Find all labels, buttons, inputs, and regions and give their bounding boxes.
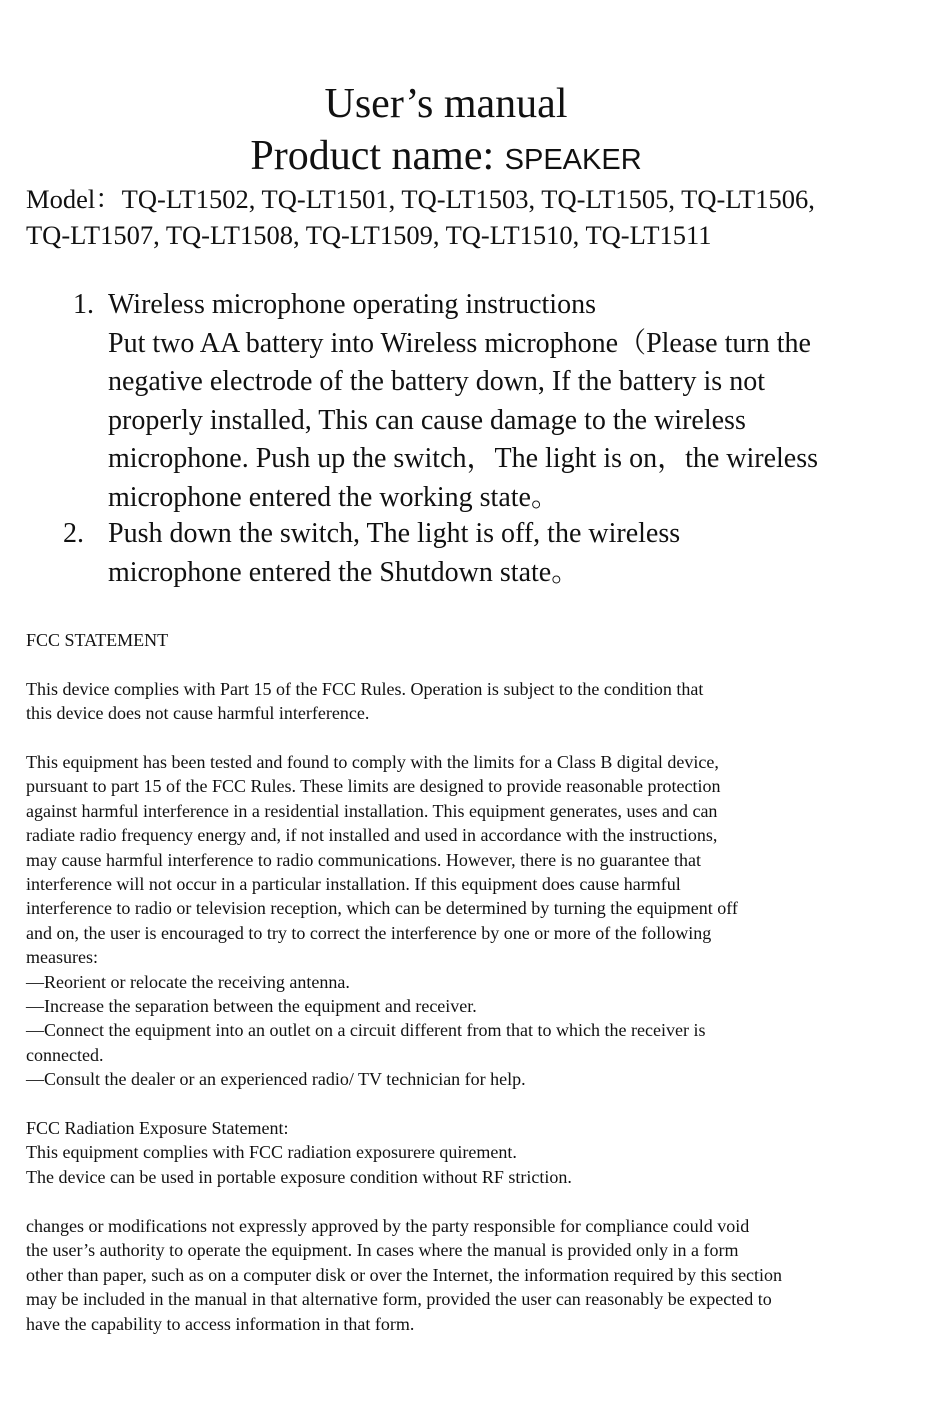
paragraph-line: other than paper, such as on a computer disk or over the Internet, the information required by this section bbox=[26, 1264, 783, 1285]
paragraph-line: the user’s authority to operate the equipment. In cases where the manual is provided only in a form bbox=[26, 1240, 739, 1261]
product-name-line bbox=[0, 132, 892, 184]
instruction-line: Put two AA battery into Wireless microphone（Please turn the bbox=[108, 327, 811, 359]
paragraph-line: may be included in the manual in that alternative form, provided the user can reasonably be expected to bbox=[26, 1289, 772, 1310]
paragraph-line: and on, the user is encouraged to try to correct the interference by one or more of the following bbox=[26, 922, 712, 943]
paragraph-line: This equipment has been tested and found to comply with the limits for a Class B digital device, bbox=[26, 752, 719, 772]
paragraph-line: —Consult the dealer or an experienced radio/ TV technician for help. bbox=[26, 1069, 526, 1090]
paragraph-line: have the capability to access information in that form. bbox=[26, 1313, 415, 1334]
fcc-radiation-paragraph bbox=[26, 1116, 572, 1189]
product-name-label: Product name: bbox=[250, 133, 505, 179]
instruction-line: microphone entered the Shutdown state。 bbox=[108, 556, 580, 588]
paragraph-line: interference will not occur in a particular installation. If this equipment does cause harmful bbox=[26, 873, 681, 894]
paragraph-line: against harmful interference in a residential installation. This equipment generates, uses and can bbox=[26, 800, 718, 821]
fcc-changes-paragraph bbox=[26, 1214, 782, 1336]
fcc-heading-text: FCC STATEMENT bbox=[26, 630, 169, 650]
paragraph-line: This equipment complies with FCC radiation exposurere quirement. bbox=[26, 1142, 517, 1163]
instruction-line: Wireless microphone operating instructions bbox=[108, 289, 596, 320]
instruction-line: Push down the switch, The light is off, the wireless bbox=[108, 518, 681, 549]
paragraph-line: changes or modifications not expressly approved by the party responsible for compliance could void bbox=[26, 1216, 750, 1236]
paragraph-line: radiate radio frequency energy and, if not installed and used in accordance with the instructions, bbox=[26, 825, 718, 846]
paragraph-line: —Reorient or relocate the receiving antenna. bbox=[26, 971, 350, 992]
instruction-line: properly installed, This can cause damage to the wireless bbox=[108, 404, 746, 436]
product-name-value: SPEAKER bbox=[504, 144, 642, 176]
paragraph-line: connected. bbox=[26, 1044, 104, 1065]
paragraph-line: —Increase the separation between the equipment and receiver. bbox=[26, 995, 477, 1016]
model-list-line-1: Model：TQ-LT1502, TQ-LT1501, TQ-LT1503, TQ-LT1505, TQ-LT1506, bbox=[26, 184, 815, 214]
paragraph-line: may cause harmful interference to radio communications. However, there is no guarantee that bbox=[26, 849, 702, 870]
instruction-number: 2. bbox=[63, 518, 84, 549]
paragraph-line: interference to radio or television reception, which can be determined by turning the equipment off bbox=[26, 898, 738, 919]
paragraph-line: measures: bbox=[26, 947, 98, 968]
instruction-line: microphone entered the working state。 bbox=[108, 481, 559, 513]
paragraph-line: FCC Radiation Exposure Statement: bbox=[26, 1118, 289, 1138]
fcc-class-b-paragraph bbox=[26, 750, 738, 1091]
instruction-number: 1. bbox=[73, 289, 94, 320]
instruction-text bbox=[108, 286, 818, 518]
fcc-heading bbox=[26, 628, 168, 652]
instruction-line: microphone. Push up the switch，The light is on，the wireless bbox=[108, 443, 819, 475]
paragraph-line: this device does not cause harmful interference. bbox=[26, 703, 370, 724]
paragraph-line: The device can be used in portable exposure condition without RF striction. bbox=[26, 1166, 572, 1187]
page-title: User’s manual bbox=[324, 81, 568, 127]
paragraph-line: —Connect the equipment into an outlet on a circuit different from that to which the receiver is bbox=[26, 1020, 706, 1041]
instruction-line: negative electrode of the battery down, If the battery is not bbox=[108, 366, 765, 398]
fcc-compliance-paragraph bbox=[26, 677, 703, 726]
model-list-line-2: TQ-LT1507, TQ-LT1508, TQ-LT1509, TQ-LT1510, TQ-LT1511 bbox=[26, 220, 712, 250]
paragraph-line: pursuant to part 15 of the FCC Rules. These limits are designed to provide reasonable protection bbox=[26, 776, 721, 797]
instruction-text bbox=[108, 515, 680, 592]
paragraph-line: This device complies with Part 15 of the FCC Rules. Operation is subject to the condition that bbox=[26, 679, 704, 699]
